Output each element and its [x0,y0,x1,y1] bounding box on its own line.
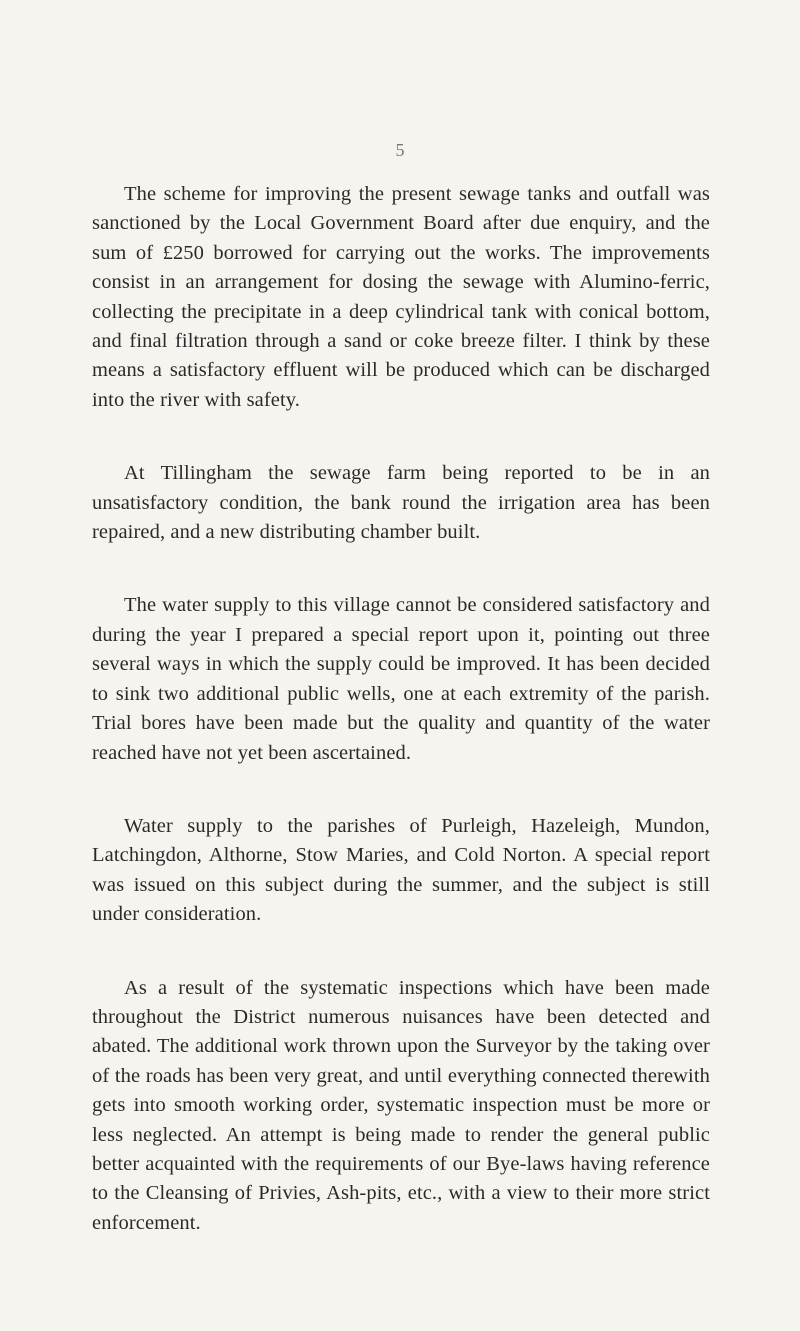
paragraph-tillingham-sewage: At Tillingham the sewage farm being reported to be in an unsatisfactory condition, the bank round the irrigation area has been repaired, and a new distributing chamber built. [92,462,710,544]
paragraph-water-supply: The water supply to this village cannot be considered satisfactory and during the year I prepared a special report upon it, pointing out three several ways in which the supply could be improved. It has been decided to sink two additional public wells, one at each extremity of the parish. Trial bores have been made but the quality and quantity of the water reached have not yet been ascertained. [92,594,710,764]
body-text [92,180,710,1282]
paragraph-sewage-scheme: The scheme for improving the present sewage tanks and outfall was sanctioned by the Local Government Board after due enquiry, and the sum of £250 borrowed for carrying out the works. The improvements consist in an arrangement for dosing the sewage with Alumino-ferric, collecting the precipitate in a deep cylindrical tank with conical bottom, and final filtration through a sand or coke breeze filter. I think by these means a satisfactory effluent will be produced which can be discharged into the river with safety. [92,183,710,411]
paragraph-systematic-inspections: As a result of the systematic inspections which have been made throughout the District numerous nuisances have been detected and abated. The additional work thrown upon the Surveyor by the taking over of the roads has been very great, and until everything connected therewith gets into smooth working order, systematic inspection must be more or less neglected. An attempt is being made to render the general public better acquainted with the requirements of our Bye-laws having reference to the Cleansing of Privies, Ash-pits, etc., with a view to their more strict enforcement. [92,976,710,1234]
page-number: 5 [395,140,405,160]
paragraph-parishes-water-supply: Water supply to the parishes of Purleigh, Hazeleigh, Mundon, Latchingdon, Althorne, Stow Maries, and Cold Norton. A special report was issued on this subject during the summer, and the subject is still under consideration. [92,814,710,926]
